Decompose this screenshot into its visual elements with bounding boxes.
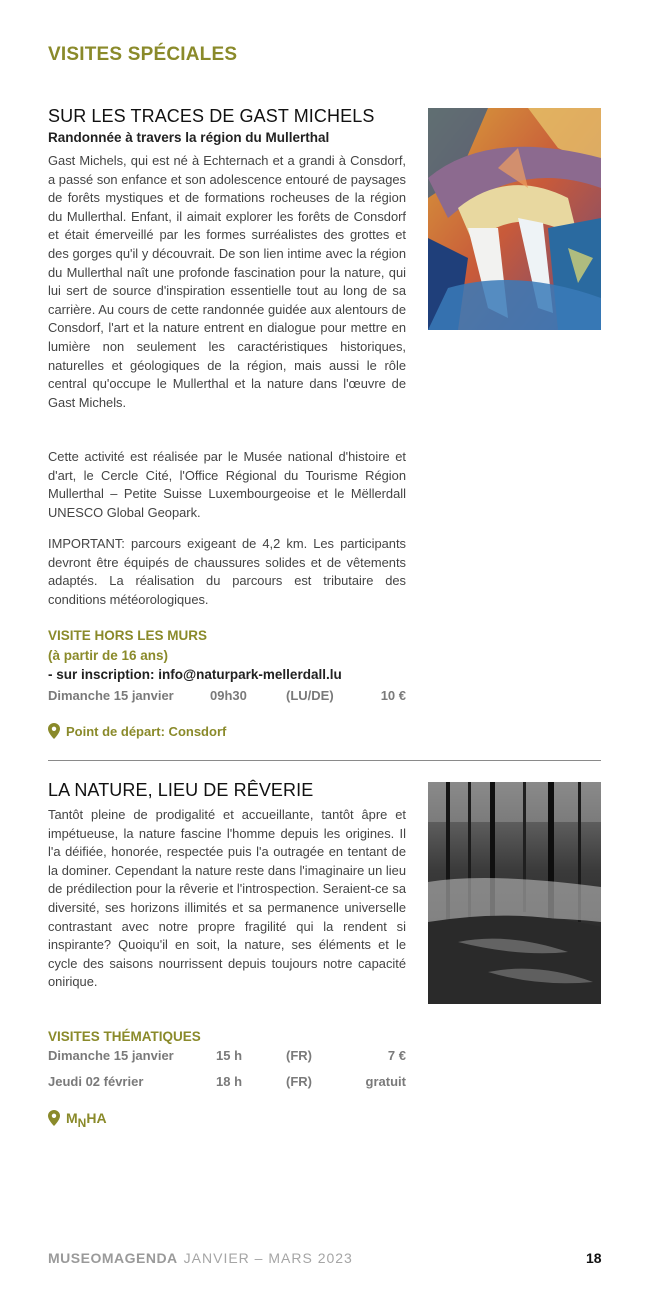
- schedule-date: Dimanche 15 janvier: [48, 1048, 174, 1063]
- footer: [48, 1250, 353, 1266]
- event2-title: LA NATURE, LIEU DE RÊVERIE: [48, 780, 314, 800]
- event1-description: Gast Michels, qui est né à Echternach et a grandi à Consdorf, a passé son enfance et son adolescence entouré de paysages de forêts mystiques et de formations rocheuses de la région du Mullerthal. Enfant, il aimait explorer les forêts de Consdorf et était émerveillé par les formes surréalistes des grottes et des gorges qu'il y découvrait. De son lien intime avec la région du Mullerthal naît une profonde fascination pour la nature, qui lui sert de source d'inspiration essentielle tout au long de sa carrière. Au cours de cette randonnée guidée aux alentours de Consdorf, l'art et la nature entrent en dialogue pour mettre en lumière non seulement les caractéristiques historiques, naturelles et géologiques de la région, mais aussi le rôle central qu'occupe le Mullerthal et la nature dans l'œuvre de Gast Michels.: [48, 153, 406, 410]
- event2-location: [48, 1110, 107, 1130]
- schedule-price: gratuit: [365, 1074, 406, 1089]
- schedule-price: 7 €: [387, 1048, 406, 1063]
- schedule-language: (LU/DE): [286, 688, 334, 703]
- schedule-time: 09h30: [210, 688, 247, 703]
- section-divider: [48, 760, 601, 761]
- schedule-price: 10 €: [380, 688, 406, 703]
- event2-description: Tantôt pleine de prodigalité et accueillante, tantôt âpre et impétueuse, la nature fascine l'homme depuis les origines. Il l'a déifiée, honorée, respectée puis l'a outragée en tentant de la dominer. Cependant la nature reste dans l'imaginaire un lieu de prédilection pour la rêverie et l'introspection. Seraient-ce sa diversité, ses horizons illimités et sa permanence universelle contrastant avec notre propre fragilité qui la rendent si inspirante? Quoiqu'il en soit, la nature, ses éléments et le cycle des saisons nourrissent depuis toujours notre capacité onirique.: [48, 807, 406, 990]
- location-pin-icon: [48, 723, 60, 739]
- schedule-language: (FR): [286, 1074, 312, 1089]
- event1-subtitle: Randonnée à travers la région du Mullerthal: [48, 130, 330, 145]
- event1-location: [48, 723, 226, 739]
- schedule-date: Dimanche 15 janvier: [48, 688, 174, 703]
- event1-partners: Cette activité est réalisée par le Musée national d'histoire et d'art, le Cercle Cité, l'Office Régional du Tourisme Région Mullerthal – Petite Suisse Luxembourgeoise et le Mëllerdall UNESCO Global Geopark.: [48, 449, 406, 520]
- schedule-time: 18 h: [216, 1074, 243, 1089]
- footer-brand: MUSEOMAGENDA: [48, 1250, 178, 1266]
- location-pin-icon: [48, 1110, 60, 1126]
- event1-visit-type: VISITE HORS LES MURS: [48, 628, 208, 643]
- schedule-time: 15 h: [216, 1048, 243, 1063]
- event1-important: IMPORTANT: parcours exigeant de 4,2 km. Les participants devront être équipés de chaussures solides et de vêtements adaptés. La réalisation du parcours est tributaire des conditions météorologiques.: [48, 536, 406, 607]
- schedule-date: Jeudi 02 février: [48, 1074, 144, 1089]
- event1-painting-image: [428, 108, 601, 330]
- mnha-logo: MNHA: [66, 1110, 107, 1130]
- section-title: VISITES SPÉCIALES: [48, 44, 238, 65]
- event2-forest-photo: [428, 782, 601, 1004]
- schedule-language: (FR): [286, 1048, 312, 1063]
- event1-inscription[interactable]: - sur inscription: info@naturpark-mellerdall.lu: [48, 667, 342, 682]
- page-number: 18: [586, 1250, 602, 1266]
- footer-dates: JANVIER – MARS 2023: [183, 1250, 353, 1266]
- event1-title: SUR LES TRACES DE GAST MICHELS: [48, 106, 375, 126]
- event1-age: (à partir de 16 ans): [48, 648, 169, 663]
- event2-visit-type: VISITES THÉMATIQUES: [48, 1029, 201, 1044]
- event1-location-text: Point de départ: Consdorf: [66, 723, 227, 739]
